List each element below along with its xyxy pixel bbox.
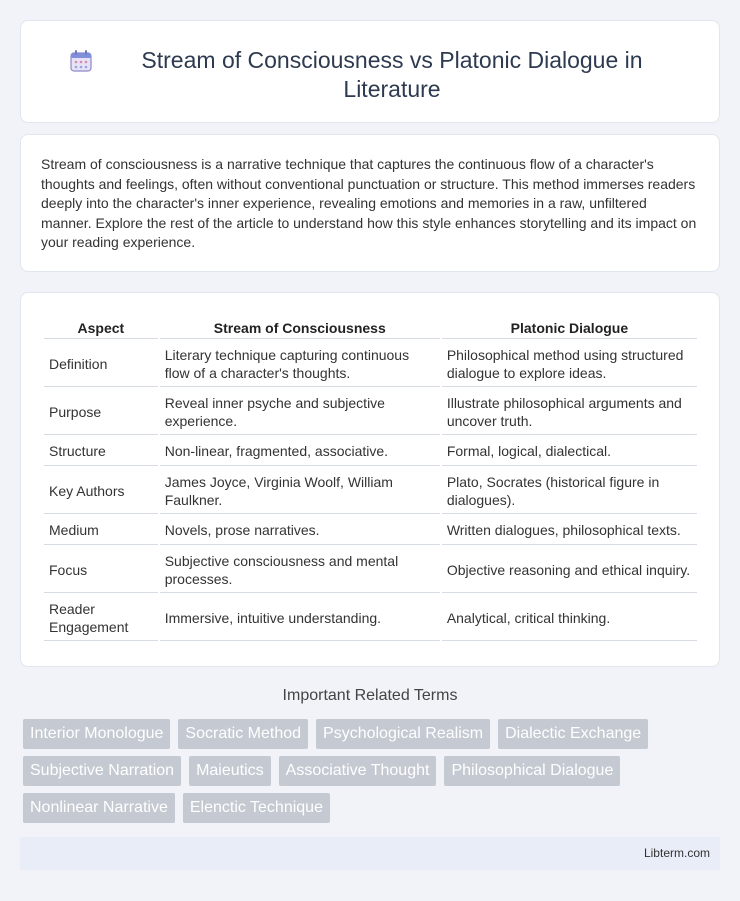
- related-term-tag[interactable]: Dialectic Exchange: [498, 719, 648, 749]
- row-stream-value: Subjective consciousness and mental processes.: [160, 547, 440, 593]
- title-card: [20, 20, 720, 123]
- footer: [20, 837, 720, 870]
- row-stream-value: Non-linear, fragmented, associative.: [160, 437, 440, 466]
- row-stream-value: Literary technique capturing continuous flow of a character's thoughts.: [160, 341, 440, 387]
- table-row: [44, 468, 697, 514]
- row-stream-value: James Joyce, Virginia Woolf, William Faulkner.: [160, 468, 440, 514]
- related-terms-heading: Important Related Terms: [282, 687, 458, 704]
- row-platonic-value: Formal, logical, dialectical.: [442, 437, 697, 466]
- header-aspect: Aspect: [44, 317, 158, 339]
- row-aspect: Definition: [44, 341, 158, 387]
- comparison-table: [42, 315, 699, 643]
- table-row: [44, 547, 697, 593]
- row-aspect: Key Authors: [44, 468, 158, 514]
- row-aspect: Medium: [44, 516, 158, 545]
- related-term-tag[interactable]: Socratic Method: [178, 719, 308, 749]
- related-term-tag[interactable]: Elenctic Technique: [183, 793, 330, 823]
- header-stream-of-consciousness: Stream of Consciousness: [160, 317, 440, 339]
- row-platonic-value: Written dialogues, philosophical texts.: [442, 516, 697, 545]
- row-aspect: Structure: [44, 437, 158, 466]
- calendar-icon: [68, 48, 94, 74]
- row-platonic-value: Plato, Socrates (historical figure in dialogues).: [442, 468, 697, 514]
- table-row: [44, 437, 697, 466]
- row-platonic-value: Illustrate philosophical arguments and uncover truth.: [442, 389, 697, 435]
- related-term-tag[interactable]: Associative Thought: [279, 756, 437, 786]
- row-aspect: Focus: [44, 547, 158, 593]
- comparison-card: [20, 292, 720, 667]
- row-stream-value: Reveal inner psyche and subjective experience.: [160, 389, 440, 435]
- table-row: [44, 595, 697, 641]
- row-aspect: Reader Engagement: [44, 595, 158, 641]
- related-terms-list: [23, 719, 713, 823]
- table-row: [44, 341, 697, 387]
- related-term-tag[interactable]: Philosophical Dialogue: [444, 756, 620, 786]
- row-platonic-value: Analytical, critical thinking.: [442, 595, 697, 641]
- table-header-row: [44, 317, 697, 339]
- intro-card: [20, 134, 720, 272]
- row-stream-value: Immersive, intuitive understanding.: [160, 595, 440, 641]
- related-term-tag[interactable]: Subjective Narration: [23, 756, 181, 786]
- table-row: [44, 389, 697, 435]
- related-term-tag[interactable]: Nonlinear Narrative: [23, 793, 175, 823]
- table-row: [44, 516, 697, 545]
- header-platonic-dialogue: Platonic Dialogue: [442, 317, 697, 339]
- footer-brand-link[interactable]: Libterm.com: [643, 846, 710, 860]
- row-platonic-value: Objective reasoning and ethical inquiry.: [442, 547, 697, 593]
- row-aspect: Purpose: [44, 389, 158, 435]
- row-platonic-value: Philosophical method using structured dialogue to explore ideas.: [442, 341, 697, 387]
- row-stream-value: Novels, prose narratives.: [160, 516, 440, 545]
- page-title: Stream of Consciousness vs Platonic Dialogue in Literature: [141, 47, 643, 102]
- related-term-tag[interactable]: Maieutics: [189, 756, 271, 786]
- related-term-tag[interactable]: Psychological Realism: [316, 719, 490, 749]
- related-term-tag[interactable]: Interior Monologue: [23, 719, 170, 749]
- intro-paragraph: Stream of consciousness is a narrative technique that captures the continuous flow of a character's thoughts and feelings, often without conventional punctuation or structure. This method immerses readers deeply into the character's inner experience, revealing emotions and memories in a raw, unfiltered manner. Explore the rest of the article to understand how this style enhances storytelling and its impact on your reading experience.: [41, 156, 697, 251]
